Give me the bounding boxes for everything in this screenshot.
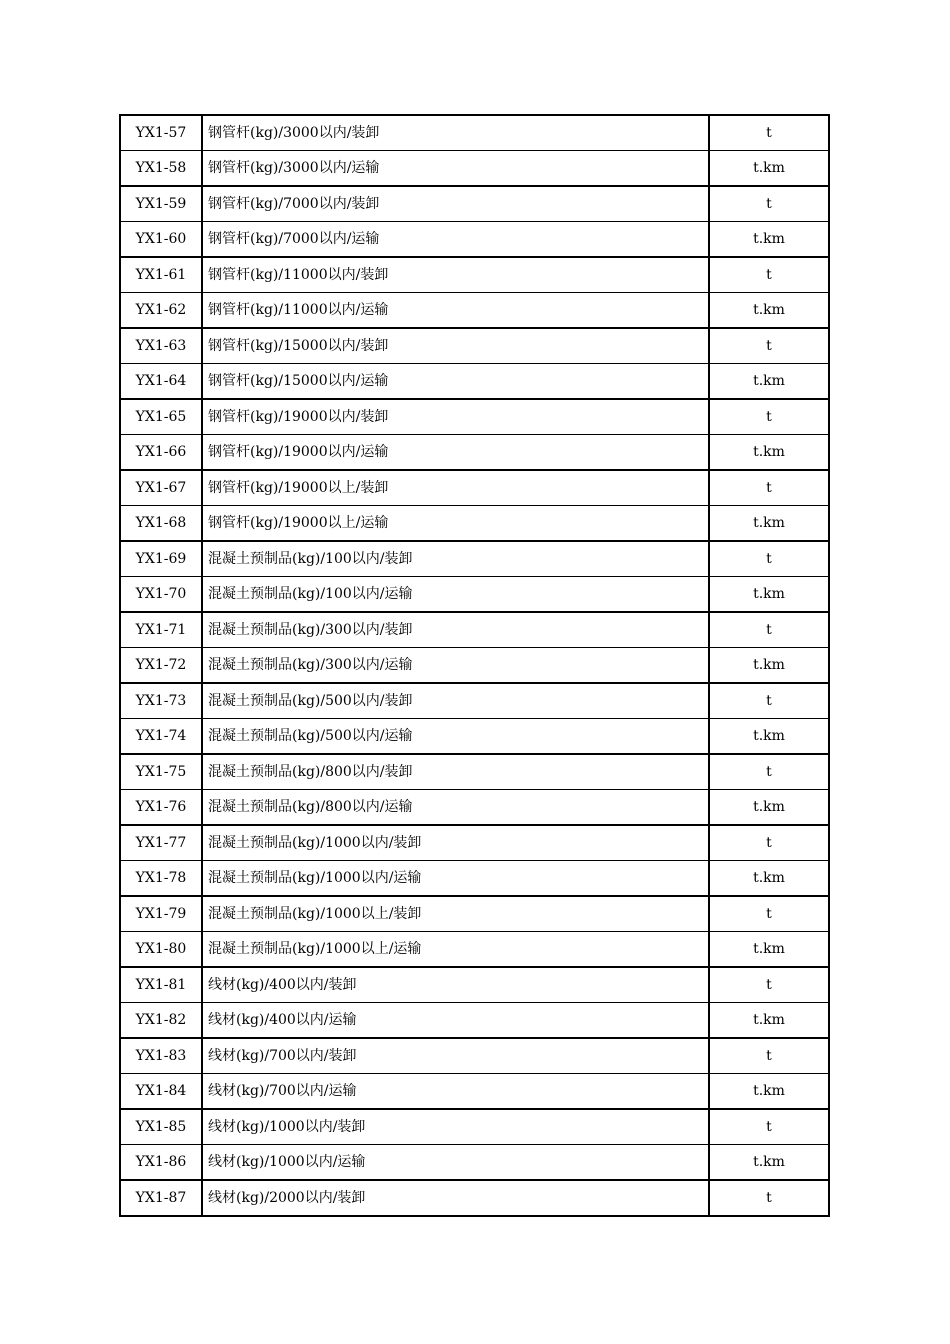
item-name: 混凝土预制品(kg)/1000以上/装卸 xyxy=(202,896,709,932)
table-row xyxy=(120,825,829,861)
table-row xyxy=(120,896,829,932)
table-row xyxy=(120,1003,829,1039)
item-unit: t.km xyxy=(753,302,785,318)
item-name: 钢管杆(kg)/3000以内/运输 xyxy=(202,151,709,187)
table-row xyxy=(120,1180,829,1216)
table-row xyxy=(120,364,829,400)
item-name: 钢管杆(kg)/19000以上/装卸 xyxy=(202,470,709,506)
item-name: 线材(kg)/700以内/运输 xyxy=(202,1074,709,1110)
item-code: YX1-59 xyxy=(120,186,202,222)
item-code: YX1-77 xyxy=(120,825,202,861)
item-unit: t xyxy=(766,409,772,425)
table-row xyxy=(120,1038,829,1074)
table-row xyxy=(120,435,829,471)
item-unit: t xyxy=(766,125,772,141)
item-code: YX1-85 xyxy=(120,1109,202,1145)
item-unit: t.km xyxy=(753,231,785,247)
item-code: YX1-80 xyxy=(120,932,202,968)
item-code: YX1-76 xyxy=(120,790,202,826)
table-row xyxy=(120,115,829,151)
item-unit: t xyxy=(766,1190,772,1206)
item-unit: t.km xyxy=(753,373,785,389)
item-code: YX1-65 xyxy=(120,399,202,435)
item-code: YX1-68 xyxy=(120,506,202,542)
item-name: 混凝土预制品(kg)/500以内/运输 xyxy=(202,719,709,755)
item-code: YX1-69 xyxy=(120,541,202,577)
item-name: 线材(kg)/700以内/装卸 xyxy=(202,1038,709,1074)
item-unit: t xyxy=(766,906,772,922)
item-code: YX1-86 xyxy=(120,1145,202,1181)
item-unit: t.km xyxy=(753,515,785,531)
item-name: 混凝土预制品(kg)/800以内/装卸 xyxy=(202,754,709,790)
item-unit: t.km xyxy=(753,1154,785,1170)
item-name: 钢管杆(kg)/11000以内/运输 xyxy=(202,293,709,329)
item-code: YX1-60 xyxy=(120,222,202,258)
table-row xyxy=(120,754,829,790)
table-row xyxy=(120,648,829,684)
item-unit: t xyxy=(766,764,772,780)
item-unit: t xyxy=(766,196,772,212)
table-row xyxy=(120,683,829,719)
table-row xyxy=(120,932,829,968)
table-row xyxy=(120,861,829,897)
table-row xyxy=(120,967,829,1003)
item-unit: t xyxy=(766,693,772,709)
item-unit: t xyxy=(766,1048,772,1064)
item-name: 钢管杆(kg)/15000以内/装卸 xyxy=(202,328,709,364)
item-name: 混凝土预制品(kg)/800以内/运输 xyxy=(202,790,709,826)
item-unit: t xyxy=(766,267,772,283)
item-name: 混凝土预制品(kg)/1000以上/运输 xyxy=(202,932,709,968)
item-unit: t.km xyxy=(753,799,785,815)
item-unit: t xyxy=(766,977,772,993)
item-name: 钢管杆(kg)/19000以上/运输 xyxy=(202,506,709,542)
item-code: YX1-82 xyxy=(120,1003,202,1039)
table-row xyxy=(120,1074,829,1110)
item-code: YX1-61 xyxy=(120,257,202,293)
item-name: 线材(kg)/400以内/装卸 xyxy=(202,967,709,1003)
item-code: YX1-71 xyxy=(120,612,202,648)
item-unit: t.km xyxy=(753,941,785,957)
rate-table xyxy=(119,114,830,1217)
table-row xyxy=(120,577,829,613)
item-unit: t.km xyxy=(753,444,785,460)
item-code: YX1-64 xyxy=(120,364,202,400)
item-code: YX1-74 xyxy=(120,719,202,755)
item-name: 混凝土预制品(kg)/100以内/装卸 xyxy=(202,541,709,577)
table-row xyxy=(120,151,829,187)
item-name: 钢管杆(kg)/19000以内/运输 xyxy=(202,435,709,471)
table-row xyxy=(120,222,829,258)
table-row xyxy=(120,541,829,577)
item-code: YX1-84 xyxy=(120,1074,202,1110)
item-unit: t.km xyxy=(753,870,785,886)
item-name: 钢管杆(kg)/3000以内/装卸 xyxy=(202,115,709,151)
table-row xyxy=(120,612,829,648)
item-name: 混凝土预制品(kg)/100以内/运输 xyxy=(202,577,709,613)
table-row xyxy=(120,257,829,293)
item-name: 混凝土预制品(kg)/1000以内/装卸 xyxy=(202,825,709,861)
table-row xyxy=(120,328,829,364)
table-row xyxy=(120,719,829,755)
table-row xyxy=(120,470,829,506)
item-code: YX1-72 xyxy=(120,648,202,684)
rate-table-body xyxy=(120,115,829,1216)
item-code: YX1-70 xyxy=(120,577,202,613)
item-code: YX1-78 xyxy=(120,861,202,897)
item-unit: t.km xyxy=(753,586,785,602)
item-unit: t.km xyxy=(753,1083,785,1099)
item-unit: t.km xyxy=(753,657,785,673)
item-name: 钢管杆(kg)/15000以内/运输 xyxy=(202,364,709,400)
item-code: YX1-73 xyxy=(120,683,202,719)
item-code: YX1-87 xyxy=(120,1180,202,1216)
item-unit: t xyxy=(766,480,772,496)
item-name: 线材(kg)/1000以内/运输 xyxy=(202,1145,709,1181)
item-code: YX1-62 xyxy=(120,293,202,329)
item-code: YX1-75 xyxy=(120,754,202,790)
item-name: 线材(kg)/400以内/运输 xyxy=(202,1003,709,1039)
item-code: YX1-79 xyxy=(120,896,202,932)
item-name: 混凝土预制品(kg)/1000以内/运输 xyxy=(202,861,709,897)
item-unit: t xyxy=(766,622,772,638)
item-code: YX1-57 xyxy=(120,115,202,151)
item-name: 钢管杆(kg)/11000以内/装卸 xyxy=(202,257,709,293)
item-unit: t xyxy=(766,551,772,567)
item-unit: t.km xyxy=(753,1012,785,1028)
item-name: 钢管杆(kg)/7000以内/装卸 xyxy=(202,186,709,222)
table-row xyxy=(120,790,829,826)
item-name: 线材(kg)/2000以内/装卸 xyxy=(202,1180,709,1216)
item-name: 线材(kg)/1000以内/装卸 xyxy=(202,1109,709,1145)
table-row xyxy=(120,1145,829,1181)
item-code: YX1-67 xyxy=(120,470,202,506)
table-row xyxy=(120,186,829,222)
item-name: 钢管杆(kg)/7000以内/运输 xyxy=(202,222,709,258)
item-unit: t xyxy=(766,338,772,354)
item-unit: t.km xyxy=(753,160,785,176)
table-row xyxy=(120,506,829,542)
item-unit: t xyxy=(766,1119,772,1135)
item-name: 混凝土预制品(kg)/300以内/运输 xyxy=(202,648,709,684)
table-row xyxy=(120,399,829,435)
item-unit: t xyxy=(766,835,772,851)
item-code: YX1-81 xyxy=(120,967,202,1003)
item-unit: t.km xyxy=(753,728,785,744)
item-code: YX1-63 xyxy=(120,328,202,364)
item-code: YX1-83 xyxy=(120,1038,202,1074)
item-code: YX1-66 xyxy=(120,435,202,471)
table-row xyxy=(120,1109,829,1145)
item-code: YX1-58 xyxy=(120,151,202,187)
item-name: 混凝土预制品(kg)/300以内/装卸 xyxy=(202,612,709,648)
item-name: 混凝土预制品(kg)/500以内/装卸 xyxy=(202,683,709,719)
table-row xyxy=(120,293,829,329)
item-name: 钢管杆(kg)/19000以内/装卸 xyxy=(202,399,709,435)
